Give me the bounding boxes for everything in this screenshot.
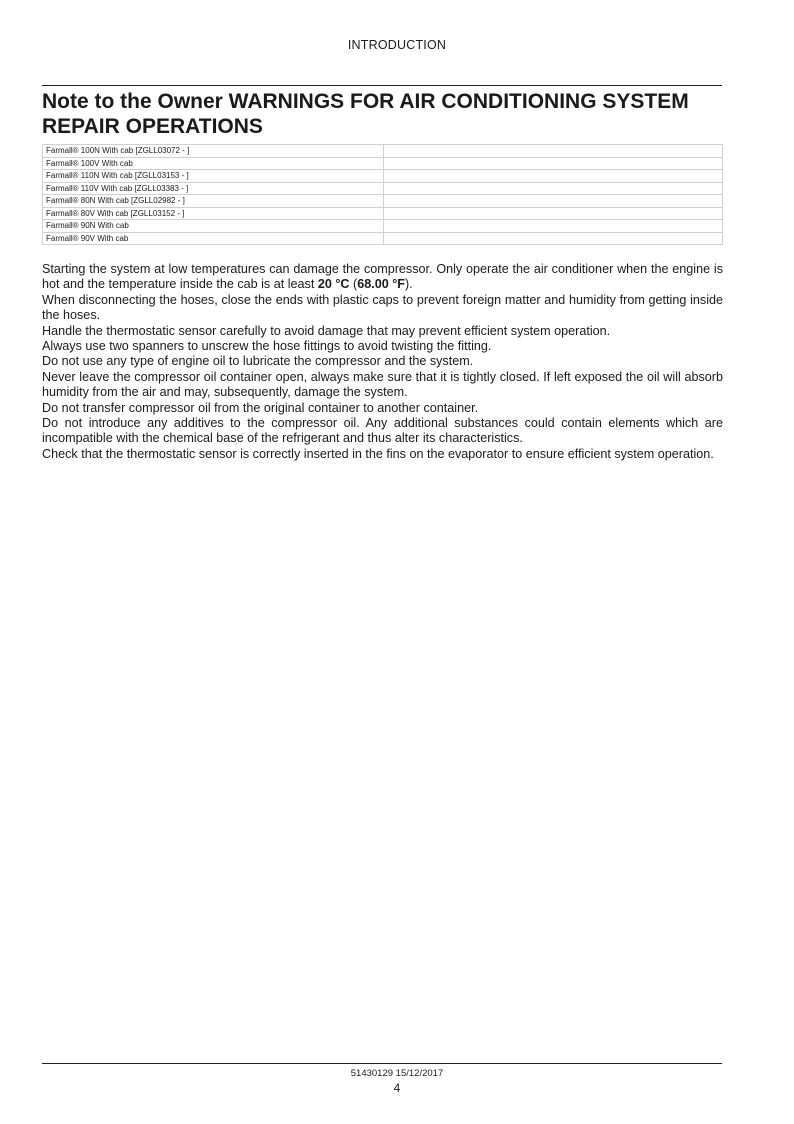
empty-cell: [384, 195, 723, 208]
warning-paragraph: Do not introduce any additives to the compressor oil. Any additional substances could contain elements which are incompatible with the chemical base of the refrigerant and thus alter its characteristics.: [42, 416, 723, 446]
warning-paragraph: [42, 262, 723, 293]
empty-cell: [384, 182, 723, 195]
model-cell: Farmall® 100N With cab [ZGLL03072 - ]: [43, 145, 384, 158]
warning-text: (: [349, 277, 358, 292]
model-cell: Farmall® 80V With cab [ZGLL03152 - ]: [43, 207, 384, 220]
warning-paragraph: Check that the thermostatic sensor is correctly inserted in the fins on the evaporator to ensure efficient system operation.: [42, 446, 714, 461]
warning-paragraph: Always use two spanners to unscrew the hose fittings to avoid twisting the fitting.: [42, 339, 492, 354]
model-cell: Farmall® 90N With cab: [43, 220, 384, 233]
warning-paragraph: When disconnecting the hoses, close the ends with plastic caps to prevent foreign matter and humidity from getting inside the hoses.: [42, 292, 723, 323]
model-cell: Farmall® 80N With cab [ZGLL02982 - ]: [43, 195, 384, 208]
model-cell: Farmall® 110V With cab [ZGLL03383 - ]: [43, 182, 384, 195]
page-number: 4: [393, 1081, 401, 1095]
table-row: [43, 145, 723, 158]
model-cell: Farmall® 90V With cab: [43, 232, 384, 245]
model-cell: Farmall® 110N With cab [ZGLL03153 - ]: [43, 170, 384, 183]
document-reference: 51430129 15/12/2017: [350, 1068, 444, 1079]
table-row: [43, 220, 723, 233]
empty-cell: [384, 207, 723, 220]
warning-paragraph: Handle the thermostatic sensor carefully to avoid damage that may prevent efficient system operation.: [42, 323, 611, 338]
empty-cell: [384, 220, 723, 233]
table-row: [43, 232, 723, 245]
empty-cell: [384, 232, 723, 245]
warning-paragraph: Never leave the compressor oil container open, always make sure that it is tightly closed. If left exposed the oil will absorb humidity from the air and may, subsequently, damage the system.: [42, 369, 723, 400]
table-row: [43, 207, 723, 220]
page-title: Note to the Owner WARNINGS FOR AIR CONDITIONING SYSTEM REPAIR OPERATIONS: [42, 90, 689, 138]
footer-rule: [42, 1063, 722, 1064]
header-rule: [42, 85, 722, 86]
warning-text: Starting the system at low temperatures can damage the compressor. Only operate the air conditioner when the engine is hot and the temperature inside the cab is at least: [42, 262, 723, 292]
empty-cell: [384, 157, 723, 170]
running-header: INTRODUCTION: [347, 38, 447, 52]
table-row: [43, 182, 723, 195]
table-row: [43, 157, 723, 170]
table-row: [43, 170, 723, 183]
warnings-body: [42, 262, 723, 462]
temperature-fahrenheit: 68.00 °F: [357, 277, 405, 292]
warning-text: ).: [404, 277, 413, 292]
models-table: [42, 144, 723, 245]
warning-paragraph: Do not transfer compressor oil from the original container to another container.: [42, 400, 479, 415]
table-row: [43, 195, 723, 208]
model-cell: Farmall® 100V With cab: [43, 157, 384, 170]
empty-cell: [384, 145, 723, 158]
warning-paragraph: Do not use any type of engine oil to lubricate the compressor and the system.: [42, 354, 474, 369]
empty-cell: [384, 170, 723, 183]
temperature-celsius: 20 °C: [317, 277, 350, 292]
